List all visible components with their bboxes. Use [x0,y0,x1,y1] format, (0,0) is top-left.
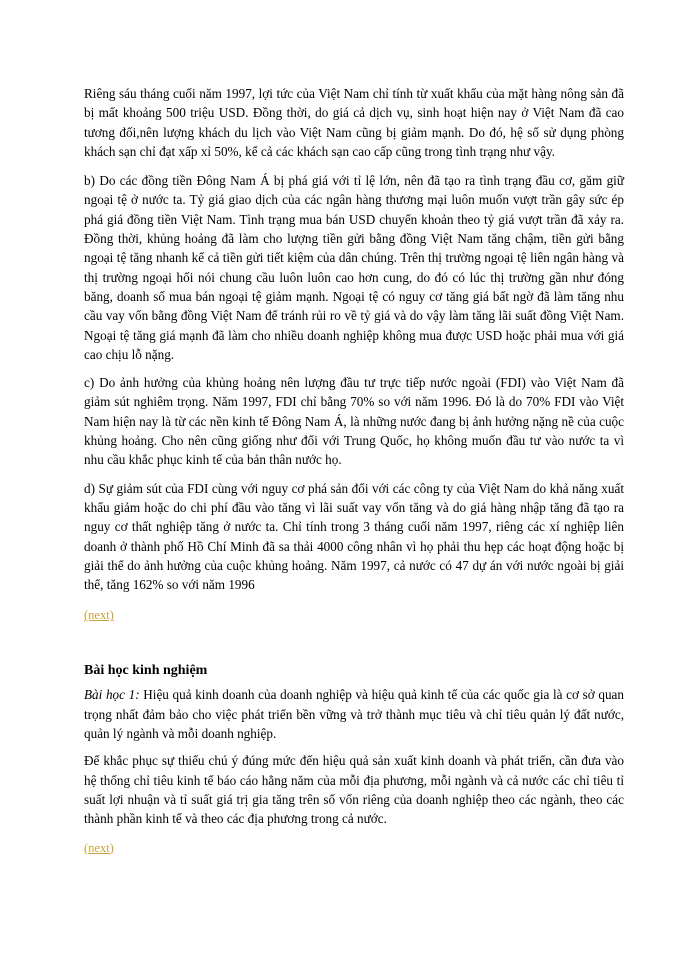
lesson-1-text: Hiệu quả kinh doanh của doanh nghiệp và hiệu quả kinh tế của các quốc gia là cơ sở quan trọng nhất đảm bảo cho việc phát triển bền vững và trở thành mục tiêu và chỉ tiêu quản lý đất nước, quản lý ngành và mỗi doanh nghiệp. [84,687,624,742]
document-page [84,84,624,857]
next-link-2[interactable]: (next) [84,840,114,855]
lesson-1-paragraph [84,685,624,743]
paragraph-b-currency: b) Do các đồng tiền Đông Nam Á bị phá giá với tỉ lệ lớn, nên đã tạo ra tình trạng đầu cơ, găm giữ ngoại tệ ở nước ta. Tỷ giá giao dịch của các ngân hàng thương mại luôn muốn vượt trần gây sức ép phá giá đồng tiền Việt Nam. Tình trạng mua bán USD chuyển khoản theo tỷ giá vượt trần đã xảy ra. Đồng thời, khủng hoảng đã làm cho lượng tiền gửi bằng đồng Việt Nam tăng chậm, tiền gửi bằng ngoại tệ tăng nhanh kể cả tiền gửi tiết kiệm của dân chúng. Trên thị trường ngoại tệ liên ngân hàng và thị trường ngoại hối nói chung cầu luôn luôn cao hơn cung, do đó có lúc thị trường gần như đóng băng, doanh số mua bán ngoại tệ giảm mạnh. Ngoại tệ có nguy cơ tăng giá bất ngờ đã làm tăng nhu cầu vay vốn bằng đồng Việt Nam để tránh rủi ro về tỷ giá và do vậy làm tăng lãi suất đồng Việt Nam. Ngoại tệ tăng giá mạnh đã làm cho nhiều doanh nghiệp không mua được USD hoặc phải mua với giá cao chịu lỗ nặng. [84,173,624,362]
lesson-1-label: Bài học 1: [84,687,140,703]
next-link-1[interactable]: (next) [84,608,114,623]
section-heading-lessons: Bài học kinh nghiệm [84,663,208,679]
paragraph-d-unemployment: d) Sự giảm sút của FDI cùng với nguy cơ phá sản đối với các công ty của Việt Nam do khả năng xuất khẩu giảm hoặc do chi phí đầu vào tăng vì lãi suất vay vốn tăng và do giá hàng nhập tăng đã tạo ra nguy cơ thất nghiệp tăng ở nước ta. Chỉ tính trong 3 tháng cuối năm 1997, riêng các xí nghiệp liên doanh ở thành phố Hồ Chí Minh đã sa thải 4000 công nhân vì họ phải thu hẹp các hoạt động hoặc bị giải thể do ảnh hưởng của cuộc khủng hoảng. Năm 1997, cả nước có 47 dự án với nước ngoài bị giải thể, tăng 162% so với năm 1996 [84,480,624,593]
paragraph-c-fdi: c) Do ảnh hưởng của khủng hoảng nên lượng đầu tư trực tiếp nước ngoài (FDI) vào Việt Nam đã giảm sút nghiêm trọng. Năm 1997, FDI chỉ bằng 70% so với năm 1996. Đó là do 70% FDI vào Việt Nam hiện nay là từ các nền kinh tế Đông Nam Á, là những nước đang bị ảnh hưởng nặng nề của cuộc khủng hoảng. Cho nên cũng giống như đối với Trung Quốc, họ không muốn đầu tư vào nước ta vì nhu cầu khắc phục kinh tế của bản thân nước họ. [84,375,624,468]
lesson-1-followup: Để khắc phục sự thiếu chú ý đúng mức đến hiệu quả sản xuất kinh doanh và phát triển, cần đưa vào hệ thống chỉ tiêu kinh tế báo cáo hằng năm của mỗi địa phương, mỗi ngành và cả nước các chỉ tiêu tỉ suất lợi nhuận và tỉ suất giá trị gia tăng trên số vốn riêng của doanh nghiệp theo các ngành, theo các thành phần kinh tế và theo các địa phương trong cả nước. [84,753,624,827]
paragraph-export-losses: Riêng sáu tháng cuối năm 1997, lợi tức của Việt Nam chỉ tính từ xuất khẩu của mặt hàng nông sản đã bị mất khoảng 500 triệu USD. Đồng thời, do giá cả dịch vụ, sinh hoạt hiện nay ở Việt Nam đã cao tương đối,nên lượng khách du lịch vào Việt Nam cũng bị giảm mạnh. Do đó, hệ số sử dụng phòng khách sạn chỉ đạt xấp xỉ 50%, kể cả các khách sạn cao cấp cũng trong tình trạng như vậy. [84,86,624,159]
